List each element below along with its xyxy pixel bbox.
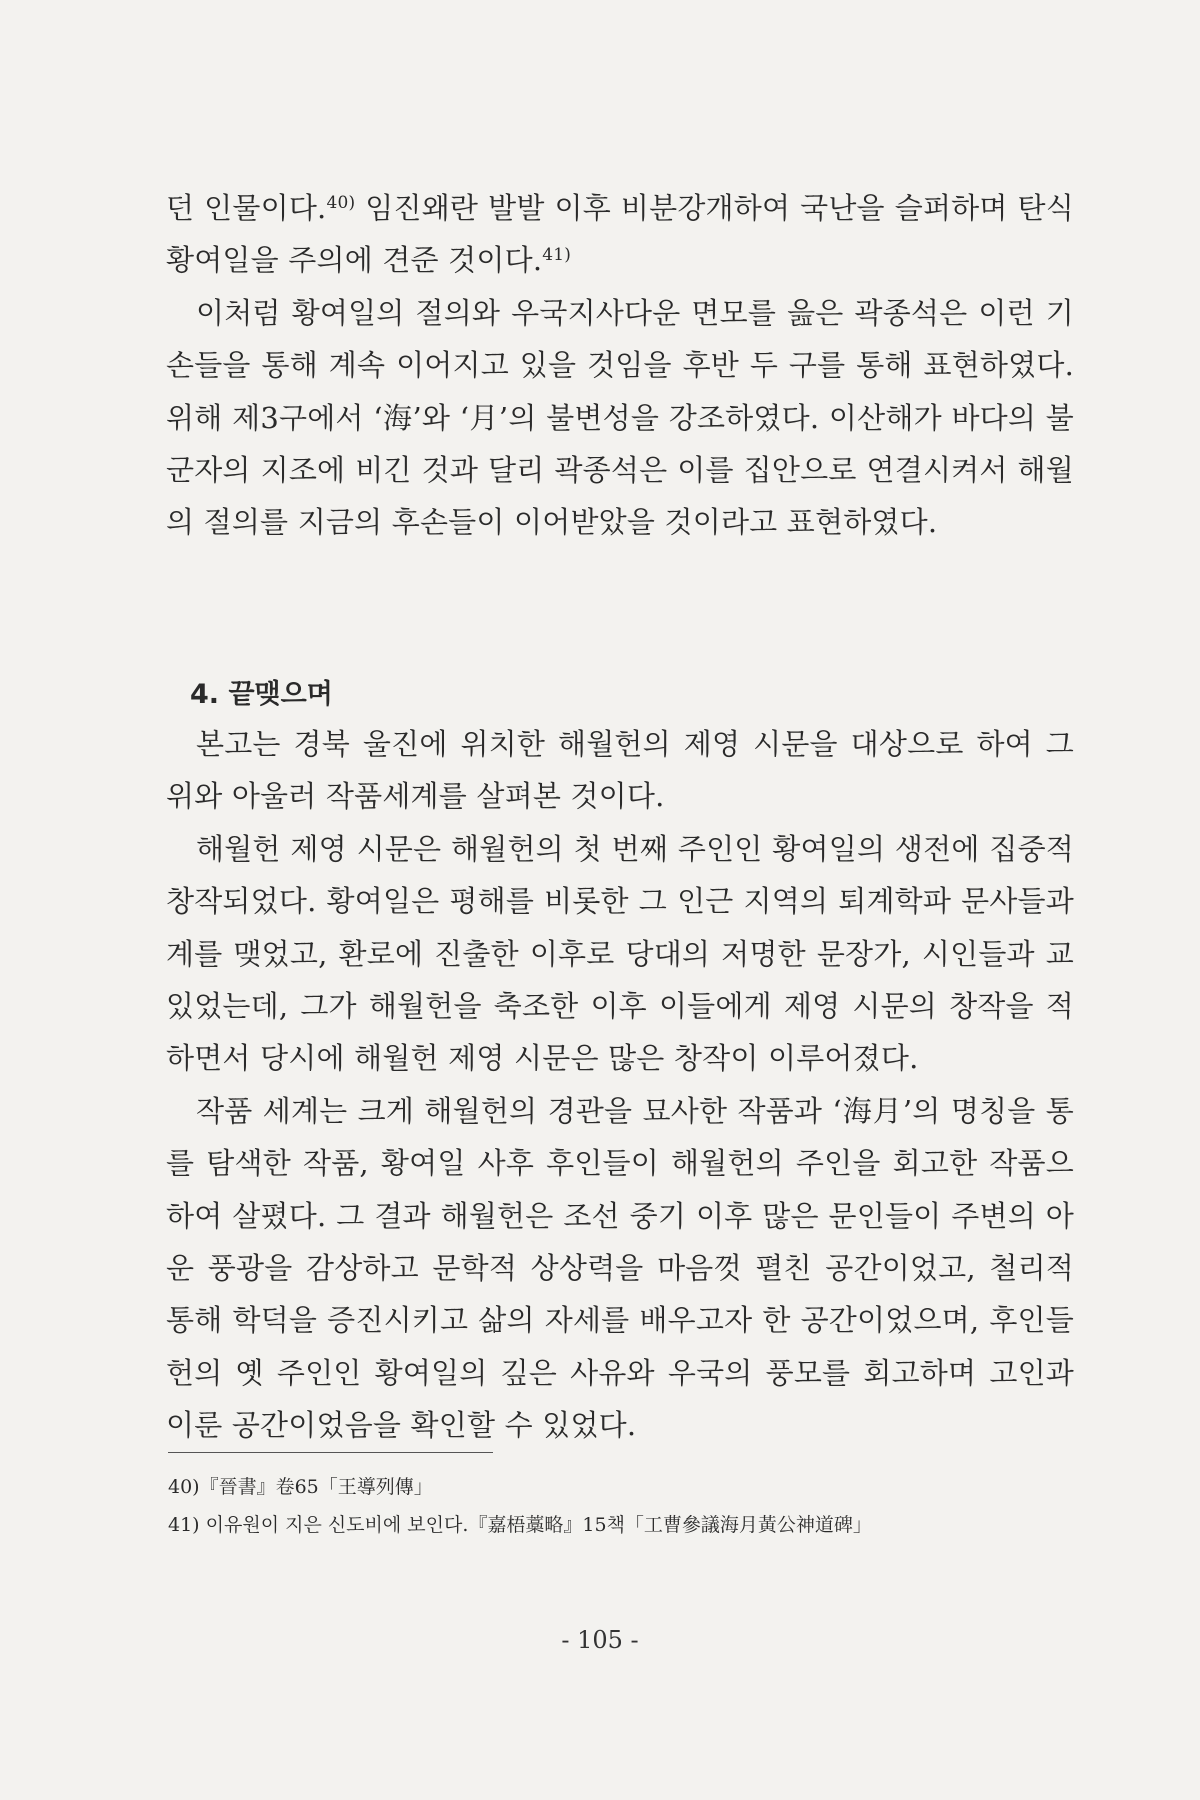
page-number: - 105 - bbox=[561, 1626, 639, 1654]
text-line: 계를 맺었고, 환로에 진출한 이후로 당대의 저명한 문장가, 시인들과 교 bbox=[166, 936, 1074, 971]
text-line: 하면서 당시에 해월헌 제영 시문은 많은 창작이 이루어졌다. bbox=[166, 1041, 919, 1076]
text-line: 하여 살폈다. 그 결과 해월헌은 조선 중기 이후 많은 문인들이 주변의 아 bbox=[166, 1198, 1074, 1233]
text-line: 해월헌 제영 시문은 해월헌의 첫 번째 주인인 황여일의 생전에 집중적 bbox=[196, 831, 1074, 866]
text-line: 본고는 경북 울진에 위치한 해월헌의 제영 시문을 대상으로 하여 그 bbox=[196, 727, 1074, 761]
text-line: 통해 학덕을 증진시키고 삶의 자세를 배우고자 한 공간이었으며, 후인들 bbox=[166, 1303, 1074, 1338]
section-heading: 4. 끝맺으며 bbox=[190, 679, 333, 710]
text-line: 운 풍광을 감상하고 문학적 상상력을 마음껏 펼친 공간이었고, 철리적 bbox=[166, 1250, 1074, 1285]
text-line: 던 인물이다.$^{40)}$ 임진왜란 발발 이후 비분강개하여 국난을 슬퍼하며 탄식 bbox=[166, 191, 1074, 225]
footnotes bbox=[168, 1468, 872, 1544]
footnote-41: 41) 이유원이 지은 신도비에 보인다.『嘉梧藁略』15책「工曹參議海月黃公神道碑」 bbox=[168, 1514, 872, 1536]
text-line: 이처럼 황여일의 절의와 우국지사다운 면모를 읊은 곽종석은 이런 기 bbox=[196, 295, 1074, 330]
footnote-ref-40: 40) bbox=[326, 193, 356, 213]
text-line: 위와 아울러 작품세계를 살펴본 것이다. bbox=[166, 779, 665, 814]
text-line: 이룬 공간이었음을 확인할 수 있었다. bbox=[166, 1408, 637, 1443]
footnote-divider bbox=[168, 1452, 493, 1453]
text-line: 손들을 통해 계속 이어지고 있을 것임을 후반 두 구를 통해 표현하였다. bbox=[166, 348, 1074, 383]
text-line: 작품 세계는 크게 해월헌의 경관을 묘사한 작품과 ‘海月’의 명칭을 통 bbox=[196, 1093, 1074, 1128]
text-line: 창작되었다. 황여일은 평해를 비롯한 그 인근 지역의 퇴계학파 문사들과 bbox=[166, 884, 1074, 919]
text-line: 헌의 옛 주인인 황여일의 깊은 사유와 우국의 풍모를 회고하며 고인과 bbox=[166, 1355, 1074, 1390]
body-paragraph-section bbox=[166, 182, 1074, 549]
text-line: 군자의 지조에 비긴 것과 달리 곽종석은 이를 집안으로 연결시켜서 해월 bbox=[166, 452, 1074, 487]
text-line: 를 탐색한 작품, 황여일 사후 후인들이 해월헌의 주인을 회고한 작품으 bbox=[166, 1146, 1074, 1181]
footnote-40: 40)『晉書』卷65「王導列傳」 bbox=[168, 1476, 433, 1498]
text-line: 위해 제3구에서 ‘海’와 ‘月’의 불변성을 강조하였다. 이산해가 바다의 불 bbox=[166, 400, 1074, 435]
footnote-ref-41: 41) bbox=[542, 245, 572, 266]
text-line: 황여일을 주의에 견준 것이다.$^{41)}$ bbox=[166, 243, 572, 278]
text-line: 있었는데, 그가 해월헌을 축조한 이후 이들에게 제영 시문의 창작을 적 bbox=[166, 988, 1074, 1023]
conclusion-paragraphs bbox=[166, 718, 1074, 1451]
text-line: 의 절의를 지금의 후손들이 이어받았을 것이라고 표현하였다. bbox=[166, 505, 938, 540]
